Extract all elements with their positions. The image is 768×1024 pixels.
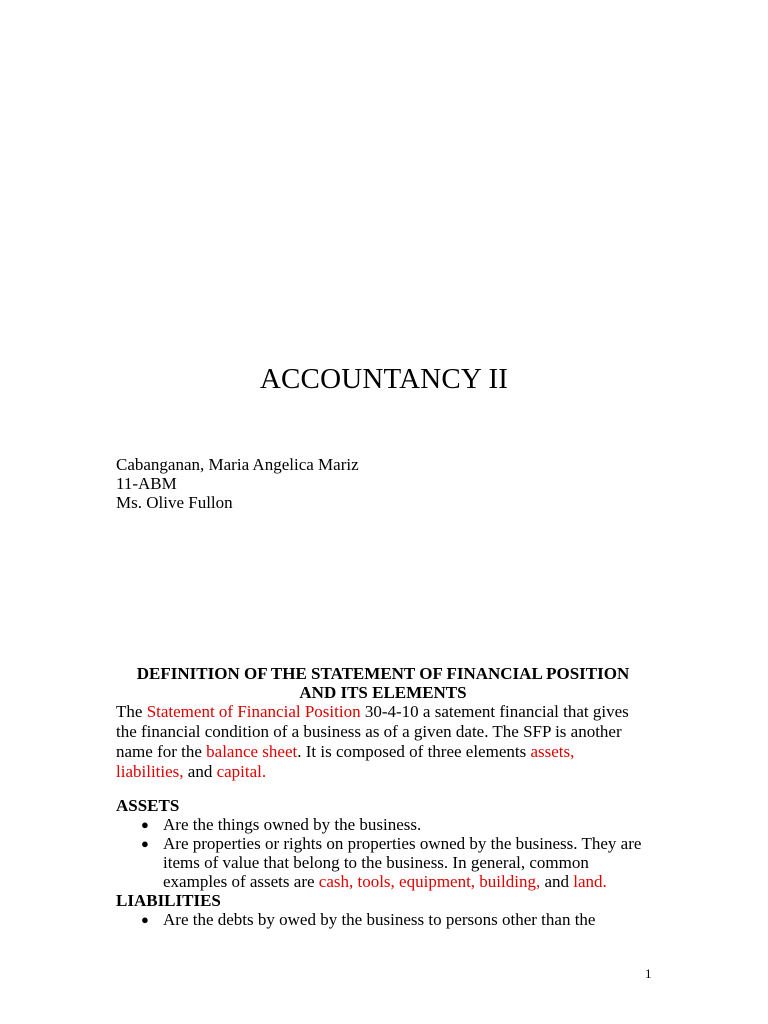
intro-term-elements: assets, liabilities, (116, 742, 575, 781)
intro-paragraph (116, 702, 646, 782)
document-title: ACCOUNTANCY II (259, 363, 509, 395)
intro-term-sfp: Statement of Financial Position (146, 702, 361, 721)
bullet-icon: ● (141, 912, 149, 927)
section-heading-line-1: DEFINITION OF THE STATEMENT OF FINANCIAL POSITION (136, 664, 630, 683)
intro-term-capital: capital. (216, 762, 267, 781)
student-section: 11-ABM (116, 474, 177, 493)
liabilities-heading: LIABILITIES (116, 891, 221, 910)
author-block (116, 455, 359, 512)
intro-text-4: and (183, 762, 217, 781)
section-heading-line-2: AND ITS ELEMENTS (299, 683, 467, 702)
intro-text-3: . It is composed of three elements (297, 742, 531, 761)
assets-heading: ASSETS (116, 796, 180, 815)
assets-bullet-2-and: and (540, 872, 574, 891)
student-name: Cabanganan, Maria Angelica Mariz (116, 455, 359, 474)
list-item (116, 910, 646, 929)
intro-text-2: 30-4-10 a satement financial that gives the financial condition of a business as of a given date. The SFP is another name for the (116, 702, 629, 761)
assets-bullet-1-text: Are the things owned by the business. (163, 815, 422, 834)
page-number: 1 (645, 966, 652, 981)
list-item (116, 815, 646, 834)
bullet-icon: ● (141, 836, 149, 851)
assets-list (116, 815, 646, 891)
teacher-name: Ms. Olive Fullon (116, 493, 233, 512)
intro-term-balance-sheet: balance sheet (206, 742, 298, 761)
bullet-icon: ● (141, 817, 149, 832)
assets-bullet-2-text: Are properties or rights on properties owned by the business. They are items of value that belong to the business. In general, common examples of assets are (163, 834, 642, 891)
section-heading (116, 664, 650, 702)
assets-examples: cash, tools, equipment, building, (318, 872, 541, 891)
liabilities-list (116, 910, 646, 929)
liabilities-bullet-1-text: Are the debts by owed by the business to persons other than the (163, 910, 596, 929)
list-item (116, 834, 646, 891)
intro-text-1: The (116, 702, 147, 721)
assets-example-land: land. (573, 872, 607, 891)
